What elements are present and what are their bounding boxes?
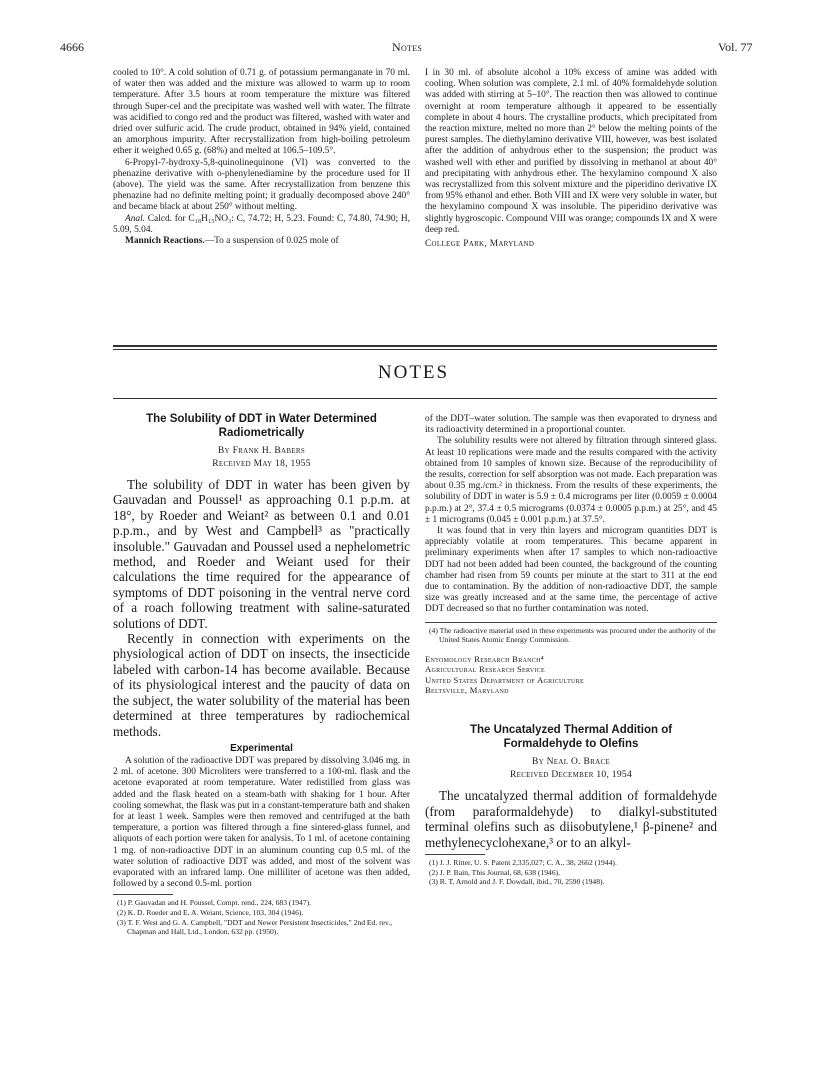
section-rule — [113, 398, 717, 399]
anal-text: Calcd. for C₁₈H₁₅NO₃: C, 74.72; H, 5.23. Found: C, 74.80, 74.90; H, 5.09, 5.04. — [113, 213, 411, 235]
top-right-column — [425, 68, 717, 250]
paragraph: The solubility of DDT in water has been given by Gauvadan and Poussel¹ as approaching 0.1 p.p.m. at 18°, by Roeder and Weiant² as between 0.1 and 0.01 p.p.m., and by West and Campbell³ as "practically insoluble." Gauvadan and Poussel used a nephelometric method, and Roeder and Weiant used for their calculations the time required for the appearance of symptoms of DDT poisoning in the ventral nerve cord of a roach following treatment with saline-saturated solutions of DDT. — [113, 477, 410, 631]
paragraph — [113, 214, 410, 236]
affiliation-line: United States Department of Agriculture — [425, 674, 584, 685]
article-1-right — [425, 414, 717, 887]
article-2-byline: By Neal O. Brace — [531, 757, 611, 768]
paragraph: I in 30 ml. of absolute alcohol a 10% excess of amine was added with cooling. When solution was complete, 2.1 ml. of 40% formaldehyde solution was added with stirring at 5–10°. The reaction then was allowed to continue overnight at room temperature although it appeared to be essentially complete in about 4 hours. The crystalline products, which precipitated from the reaction mixture, melted no more than 2° below the melting points of the purest samples. The diethylamino derivative VIII, however, was best isolated after the addition of anhydrous ether to the suspension; the product was washed well with ether and purified by dissolving in methanol at about 40° and precipitating with anhydrous ether. The hexylamino compound X also was recrystallized from this solvent mixture and the piperidino derivative IX from 95% ethanol and ether. Both VIII and IX were very soluble in water, but the hexylamino compound X was insoluble. The piperidino derivative was slightly hygroscopic. Compound VIII was orange; compounds IX and X were deep red. — [425, 68, 717, 235]
double-rule-bottom — [113, 349, 717, 350]
footnote: (4) The radioactive material used in these experiments was procured under the authority of the United States Atomic Energy Commission. — [429, 625, 716, 645]
footnotes — [113, 898, 410, 936]
affiliation-line: Agricultural Research Service — [425, 664, 546, 675]
footnote: (3) T. F. West and G. A. Campbell, "DDT and Newer Persistent Insecticides," 2nd Ed. rev., Chapman and Hall, Ltd., London, 632 pp. (1950). — [117, 917, 393, 937]
paragraph: 6-Propyl-7-hydroxy-5,8-quinolinequinone (VI) was converted to the phenazine derivative with o-phenylenediamine by the procedure used for II (above). The yield was the same. After recrystallization from benzene this phenazine had no definite melting point; it gradually decomposed above 240° and became black at about 250° without melting. — [113, 157, 410, 213]
experimental-text — [113, 756, 410, 890]
article-2-footnotes — [425, 858, 717, 887]
article-2-title: The Uncatalyzed Thermal Addition of Formaldehyde to Olefins — [469, 724, 673, 751]
footnote-divider — [425, 622, 717, 623]
footnote-4 — [425, 626, 717, 645]
paragraph: A solution of the radioactive DDT was prepared by dissolving 3.046 mg. in 2 ml. of acetone. 300 Microliters were transferred to a 100-ml. flask and the acetone evaporated at room temperature. Water redistilled from glass was added and the flask heated on a steam-bath with shaking for 1 hour. After cooling somewhat, the flask was put in a constant-temperature bath and shaken for at least 1 week. Samples were then removed and centrifuged at the bath temperature, a portion was filtered through a fine sintered-glass funnel, and aliquots of each portion were taken for analysis. To 1 ml. of acetone containing 1 mg. of non-radioactive DDT in an aluminum counting cup 0.5 ml. of the water solution of radioactive DDT was added, and most of the solvent was evaporated with an infrared lamp. One milliliter of acetone was then added, followed by a second 0.5-ml. portion — [113, 755, 410, 890]
byline: By Frank H. Babers — [217, 446, 306, 456]
article-2-intro — [425, 788, 717, 850]
footnote: (1) P. Gauvadan and H. Poussel, Compt. rend., 224, 683 (1947). — [117, 898, 312, 908]
affiliation — [425, 654, 717, 696]
running-title: Notes — [392, 40, 423, 54]
footnote: (2) J. P. Bain, This Journal, 68, 638 (1946). — [429, 867, 561, 877]
paragraph: Recently in connection with experiments on the physiological action of DDT on insects, the insecticide labeled with carbon-14 has become available. Because of its physiological interest and the paucity of data on the subject, the water solubility of the material has been determined at three temperatures by radiochemical methods. — [113, 631, 410, 739]
footnote: (1) J. J. Ritter, U. S. Patent 2,335,027; C. A., 38, 2662 (1944). — [429, 858, 617, 868]
footnote-divider — [113, 894, 173, 895]
paragraph — [113, 236, 410, 247]
page-number: 4666 — [60, 40, 84, 54]
experimental-heading: Experimental — [230, 742, 293, 754]
paragraph: The uncatalyzed thermal addition of formaldehyde (from paraformaldehyde) to dialkyl-substituted terminal olefins such as diisobutylene,¹ β-pinene² and methylenecyclohexane,³ or to an alkyl- — [425, 788, 717, 850]
mannich-heading: Mannich Reactions. — [125, 236, 205, 247]
footnote: (2) K. D. Roeder and E. A. Weiant, Science, 103, 304 (1946). — [117, 907, 304, 917]
intro-text — [113, 477, 410, 739]
received-date: Received May 18, 1955 — [212, 459, 311, 469]
top-left-column — [113, 68, 410, 247]
paragraph: cooled to 10°. A cold solution of 0.71 g. of potassium permanganate in 70 ml. of water then was added and the mixture was allowed to warm up to room temperature. After 3.5 hours at room temperature the mixture was filtered through Super-cel and the precipitate was washed well with water. The filtrate was acidified to congo red and the product was filtered, washed with water and dried over sulfuric acid. The crude product, obtained in 94% yield, contained an amorphous impurity. After recrystallization from high-boiling petroleum ether it weighed 0.65 g. (68%) and melted at 106.5–109.5°. — [113, 68, 410, 157]
affiliation-line: Entomology Research Branch⁴ — [425, 653, 545, 664]
mannich-text: —To a suspension of 0.025 mole of — [204, 236, 339, 247]
section-title: NOTES — [377, 362, 450, 383]
affiliation-line: Beltsville, Maryland — [425, 685, 509, 696]
footnote: (3) R. T. Arnold and J. F. Dowdall, ibid., 70, 2590 (1948). — [429, 877, 605, 887]
double-rule-top — [113, 345, 717, 347]
anal-label: Anal. — [125, 213, 146, 224]
address: College Park, Maryland — [425, 239, 535, 250]
article-1-left — [113, 412, 410, 937]
volume-label: Vol. 77 — [718, 40, 753, 54]
article-title: The Solubility of DDT in Water Determined Radiometrically — [146, 413, 377, 439]
footnote-divider — [425, 854, 485, 855]
paragraph: of the DDT–water solution. The sample was then evaporated to dryness and its radioactivity determined in a proportional counter. — [425, 414, 717, 436]
article-2-received: Received December 10, 1954 — [510, 770, 632, 781]
paragraph: The solubility results were not altered by filtration through sintered glass. At least 10 replications were made and the results compared with the activity obtained from 10 samples of known size. Because of the reproducibility of the results, correction for self absorption was not made. Each preparation was about 0.35 mg./cm.² in thickness. From the results of these experiments, the solubility of DDT in water is 5.9 ± 0.4 micrograms per liter (0.0059 ± 0.0004 p.p.m.) at 2°, 37.4 ± 0.5 micrograms (0.0374 ± 0.0005 p.p.m.) at 25°, and 45 ± 1 micrograms (0.045 ± 0.001 p.p.m.) at 37.5°. — [425, 436, 717, 525]
paragraph: It was found that in very thin layers and microgram quantities DDT is appreciably volatile at room temperatures. This became apparent in preliminary experiments when after 17 samples to which non-radioactive DDT had not been added had been counted, the background of the counting chamber had risen from 59 counts per minute at the start to 311 at the end due to contamination. By the addition of non-radioactive DDT, the sample size was greatly increased and at the same time, the percentage of active DDT decreased so that no further contamination was noted. — [425, 526, 717, 615]
